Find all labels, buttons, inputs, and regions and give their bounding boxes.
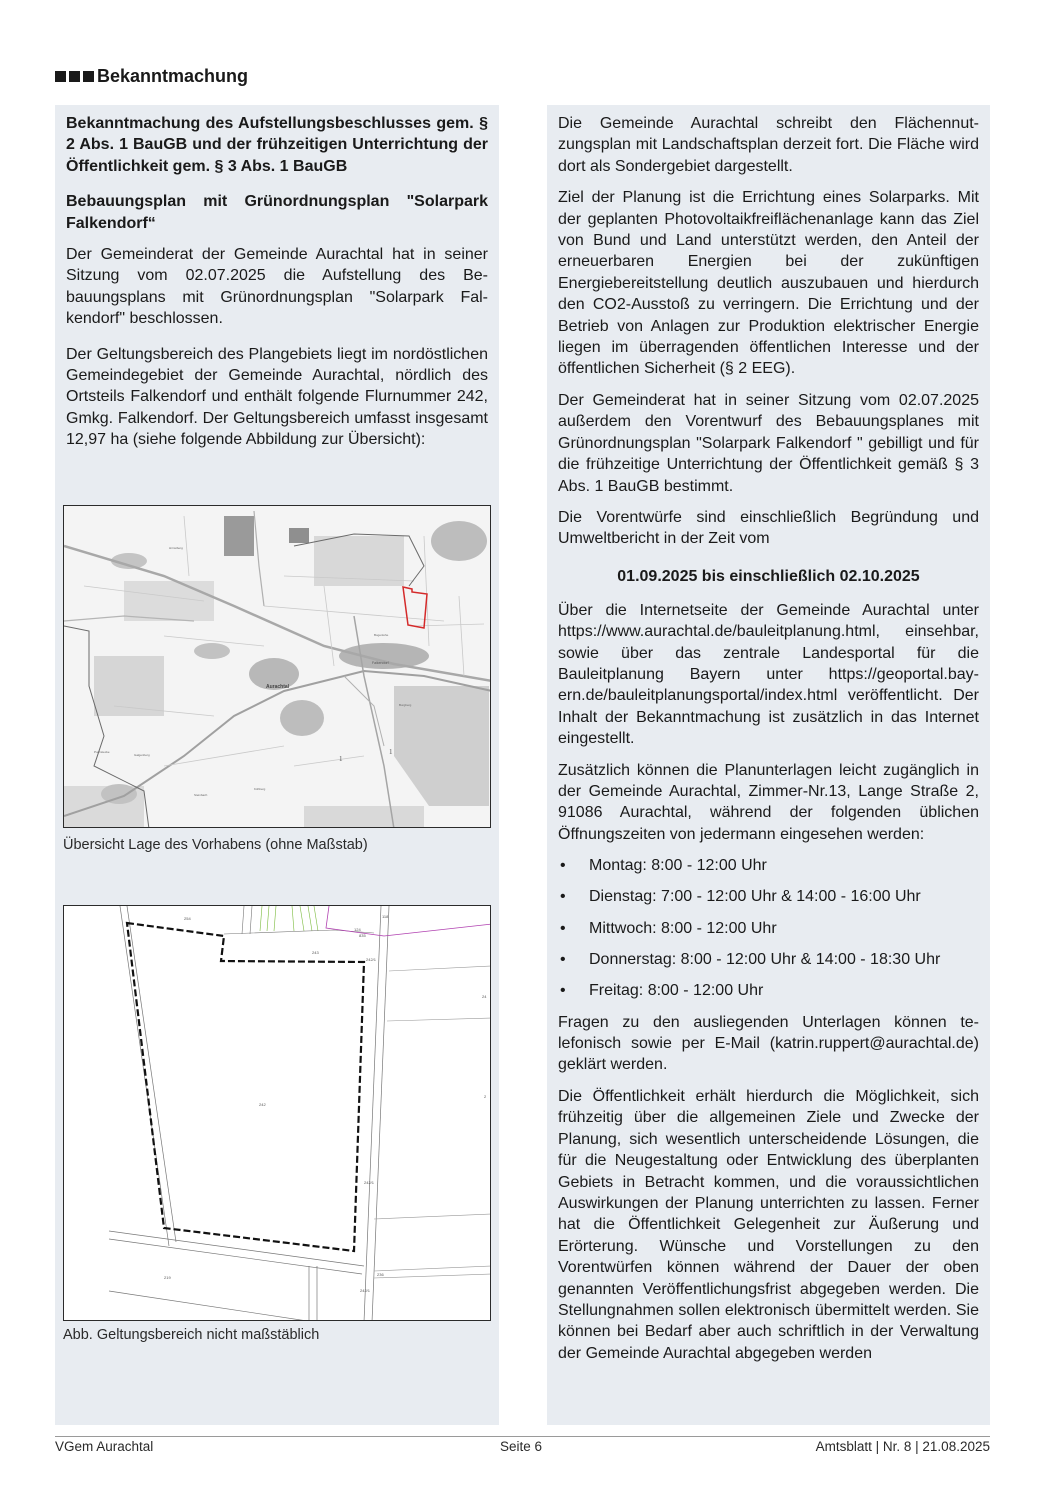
section-header	[55, 64, 248, 88]
svg-text:24: 24	[482, 994, 487, 999]
footer-divider	[55, 1436, 990, 1437]
paragraph: Der Geltungsbereich des Plangebiets liegt im nordöstlichen Gemeindegebiet der Gemeinde Aurachtal, nördlich des Ortsteils Falkendorf und enthält folgende Flurnummer 242, Gmkg. Falkendorf. Der Geltungsbereich umfasst insgesamt 12,97 ha (siehe folgende Abbildung zur Übersicht):	[66, 345, 488, 449]
footer-page-number: Seite 6	[500, 1439, 543, 1454]
map-label-aurachtal: Aurachtal	[266, 684, 290, 690]
section-title: Bekanntmachung	[97, 65, 249, 86]
svg-text:243: 243	[312, 950, 319, 955]
parcel-plan-figure	[63, 905, 491, 1321]
svg-text:Steinbach: Steinbach	[194, 793, 208, 797]
svg-text:Falkendorf: Falkendorf	[372, 661, 389, 665]
list-item: • Montag: 8:00 - 12:00 Uhr	[560, 857, 767, 875]
figure-caption: Abb. Geltungsbereich nicht maßstäblich	[63, 1327, 320, 1343]
paragraph: Über die Internetseite der Gemeinde Aurachtal unter https://www.aurachtal.de/bauleitplanung.html, einsehbar, sowie über das zentrale Landesportal für die Bauleitplanung Bayern unter https://geoportal.bayern.de/bauleitplanungsportal/index.html veröffentlicht. Der Inhalt der Bekanntmachung ist zusätzlich in das Internet eingestellt.	[558, 601, 979, 748]
svg-text:Burgberg: Burgberg	[399, 703, 412, 707]
svg-text:242: 242	[259, 1102, 266, 1107]
announcement-headline: Bekanntmachung des Aufstellungsbeschlusses gem. § 2 Abs. 1 BauGB und der frühzeitigen Unterrichtung der Öffentlichkeit gem. § 3 Abs. 1 BauGB	[66, 115, 488, 175]
svg-text:236: 236	[377, 1272, 384, 1277]
display-period: 01.09.2025 bis einschließlich 02.10.2025	[617, 567, 920, 585]
svg-text:242/1: 242/1	[360, 1288, 371, 1293]
right-text-block	[558, 113, 979, 1374]
svg-text:242/1: 242/1	[366, 957, 377, 962]
square-icon	[69, 71, 80, 82]
list-item: • Dienstag: 7:00 - 12:00 Uhr & 14:00 - 16:00 Uhr	[560, 888, 921, 906]
paragraph: Der Gemeinderat der Gemeinde Aurachtal hat in seiner Sitzung vom 02.07.2025 die Aufstellung des Bebauungsplans mit Grünordnungsplan "Solarpark Falkendorf" beschlossen.	[66, 246, 488, 328]
list-item: • Mittwoch: 8:00 - 12:00 Uhr	[560, 919, 777, 937]
parcel-plan-image	[64, 906, 491, 1321]
paragraph: Die Öffentlichkeit erhält hierdurch die Möglichkeit, sich frühzeitig über die allgemeinen Ziele und Zwecke der Planung, sich wesentlich unterscheidende Lösungen, die für die Neugestaltung oder Entwicklung des überplanten Gebiets in Betracht kommen, und die voraussichtlichen Auswirkungen der Planung unterrichten zu lassen. Ferner hat die Öffentlichkeit Gelegenheit zur Äußerung und Erörterung. Wünsche und Vorstellungen zu den Vorentwürfen können während der Dauer der oben genannten Veröffentlichungsfrist abgegeben werden. Die Stellungnahmen sollen elektronisch übermittelt werden. Sie können bei Bedarf aber auch schriftlich in der Verwaltung der Gemeinde Aurachtal abgegeben werden	[558, 1087, 979, 1362]
svg-text:1: 1	[339, 755, 343, 763]
overview-map-figure	[63, 505, 491, 828]
bullet-icon: •	[560, 888, 566, 906]
left-column	[55, 105, 499, 1425]
svg-text:124: 124	[354, 927, 361, 932]
svg-text:Bogenlohe: Bogenlohe	[374, 633, 389, 637]
bullet-icon: •	[560, 982, 566, 1000]
paragraph: Der Gemeinderat hat in seiner Sitzung vom 02.07.2025 außerdem den Vorentwurf des Bebauungsplanes mit Grünordnungsplan "Solarpark Falkendorf " gebilligt und für die frühzeitige Unterrichtung der Öffentlichkeit gemäß § 3 Abs. 1 BauGB bestimmt.	[558, 391, 979, 495]
svg-text:Galgenberg: Galgenberg	[134, 753, 150, 757]
bullet-icon: •	[560, 919, 566, 937]
svg-text:118: 118	[382, 914, 389, 919]
paragraph: Die Gemeinde Aurachtal schreibt den Flächennutzungsplan mit Landschaftsplan derzeit fort. Die Fläche wird dort als Sondergebiet dargestellt.	[558, 115, 979, 175]
figure-caption: Übersicht Lage des Vorhabens (ohne Maßstab)	[63, 837, 368, 853]
svg-text:Puchstecke: Puchstecke	[94, 750, 110, 754]
svg-text:Hirnstberg: Hirnstberg	[169, 546, 183, 550]
svg-text:Kühberg: Kühberg	[254, 787, 266, 791]
svg-text:254: 254	[184, 916, 191, 921]
square-icon	[83, 71, 94, 82]
svg-text:219: 219	[164, 1275, 171, 1280]
footer-issue-info: Amtsblatt | Nr. 8 | 21.08.2025	[815, 1439, 990, 1454]
announcement-subheadline: Bebauungsplan mit Grünordnungsplan "Solarpark Falkendorf“	[66, 193, 488, 232]
overview-map-image	[64, 506, 491, 828]
list-item: • Freitag: 8:00 - 12:00 Uhr	[560, 982, 764, 1000]
svg-text:835: 835	[359, 933, 366, 938]
square-icon	[55, 71, 66, 82]
paragraph: Die Vorentwürfe sind einschließlich Begründung und Umweltbericht in der Zeit vom	[558, 508, 979, 548]
right-column	[547, 105, 990, 1425]
paragraph: Ziel der Planung ist die Errichtung eines Solarparks. Mit der geplanten Photovoltaikfreiflächenanlage kann das Ziel von Bund und Land unterstützt werden, den Anteil der erneuerbaren Energien bei der zukünftigen Energiebereitstellung deutlich auszubauen und hierdurch den CO2-Ausstoß zu verringern. Die Errichtung und der Betrieb von Anlagen zur Produktion elektrischer Energie liegen im überragenden öffentlichen Interesse und der öffentlichen Sicherheit (§ 2 EEG).	[558, 189, 979, 378]
svg-text:1: 1	[389, 748, 393, 756]
paragraph: Fragen zu den ausliegenden Unterlagen können telefonisch sowie per E-Mail (katrin.ruppert@aurachtal.​de) geklärt werden.	[558, 1013, 979, 1074]
opening-hours-list	[558, 855, 979, 1001]
left-text-block	[66, 113, 488, 461]
svg-text:242/1: 242/1	[364, 1180, 375, 1185]
list-item: • Donnerstag: 8:00 - 12:00 Uhr & 14:00 - 18:30 Uhr	[560, 951, 941, 969]
paragraph: Zusätzlich können die Planunterlagen leicht zugänglich in der Gemeinde Aurachtal, Zimmer-Nr.13, Lange Straße 2, 91086 Aurachtal, während der folgenden üblichen Öffnungszeiten von jedermann eingesehen werden:	[558, 761, 979, 843]
bullet-icon: •	[560, 857, 566, 875]
bullet-icon: •	[560, 951, 566, 969]
footer-publisher: VGem Aurachtal	[55, 1439, 154, 1454]
svg-text:2: 2	[484, 1094, 487, 1099]
